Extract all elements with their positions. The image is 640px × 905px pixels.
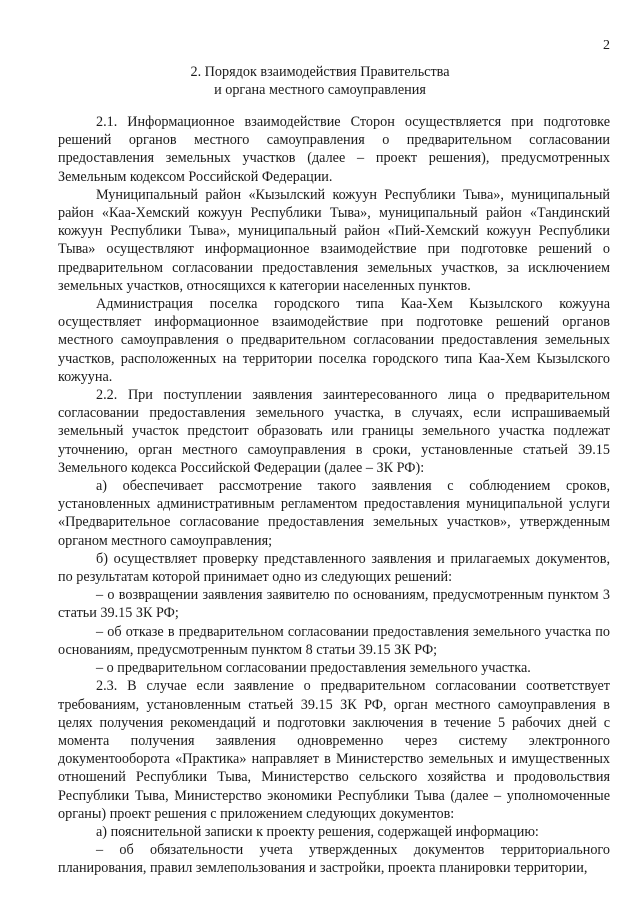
list-item-refusal: – об отказе в предварительном согласовании предоставления земельного участка по основаниям, предусмотренным пунктом 8 статьи 39.15 ЗК РФ; [58, 623, 610, 658]
list-item-approval: – о предварительном согласовании предоставления земельного участка. [96, 660, 531, 677]
document-body [58, 113, 610, 878]
list-item-planning-documents: – об обязательности учета утвержденных документов территориального планирования, правил землепользования и застройки, проекта планировки территории, [58, 842, 610, 877]
paragraph-2-2: 2.2. При поступлении заявления заинтересованного лица о предварительном согласовании предоставления земельного участка, в случаях, если испрашиваемый земельный участок предстоит образовать или границы земельного участка подлежат уточнению, орган местного самоуправления в сроки, установленные статьей 39.15 Земельного кодекса Российской Федерации (далее – ЗК РФ): [58, 387, 610, 476]
section-heading [0, 63, 640, 99]
page-number: 2 [603, 38, 610, 53]
section-heading-line-2: и органа местного самоуправления [214, 82, 426, 98]
list-item-return: – о возвращении заявления заявителю по основаниям, предусмотренным пунктом 3 статьи 39.15 ЗК РФ; [58, 587, 610, 622]
section-heading-line-1: 2. Порядок взаимодействия Правительства [190, 64, 450, 80]
paragraph-municipal-districts: Муниципальный район «Кызылский кожуун Республики Тыва», муниципальный район «Каа-Хемский кожуун Республики Тыва», муниципальный район «Тандинский кожуун Республики Тыва», муниципальный район «Пий-Хемский кожуун Республики Тыва» осуществляют информационное взаимодействие при подготовке решений о предварительном согласовании предоставления земельных участков, за исключением земельных участков, относящихся к категории населенных пунктов. [58, 186, 610, 294]
paragraph-2-2-b: б) осуществляет проверку представленного заявления и прилагаемых документов, по результатам которой принимает одно из следующих решений: [58, 550, 610, 586]
paragraph-2-1: 2.1. Информационное взаимодействие Сторон осуществляется при подготовке решений органов местного самоуправления о предварительном согласовании предоставления земельных участков (далее – проект решения), предусмотренных Земельным кодексом Российской Федерации. [58, 114, 610, 185]
paragraph-2-3-a: а) пояснительной записки к проекту решения, содержащей информацию: [96, 823, 539, 840]
paragraph-2-3: 2.3. В случае если заявление о предварительном согласовании соответствует требованиям, установленным статьей 39.15 ЗК РФ, орган местного самоуправления в целях получения рекомендаций и подготовки заключения в течение 5 рабочих дней с момента получения заявления одновременно через систему электронного документооборота «Практика» направляет в Министерство земельных и имущественных отношений Республики Тыва, Министерство сельского хозяйства и продовольствия Республики Тыва, Министерство экономики Республики Тыва (далее – уполномоченные органы) проект решения с приложением следующих документов: [58, 678, 610, 822]
paragraph-kaa-khem-administration: Администрация поселка городского типа Каа-Хем Кызылского кожууна осуществляет информационное взаимодействие при подготовке решений органов местного самоуправления о предварительном согласовании предоставления земельных участков, расположенных на территории поселка городского типа Каа-Хем Кызылского кожууна. [58, 296, 610, 385]
paragraph-2-2-a: а) обеспечивает рассмотрение такого заявления с соблюдением сроков, установленных административным регламентом предоставления муниципальной услуги «Предварительное согласование предоставления земельных участков», утвержденным органом местного самоуправления; [58, 478, 610, 549]
